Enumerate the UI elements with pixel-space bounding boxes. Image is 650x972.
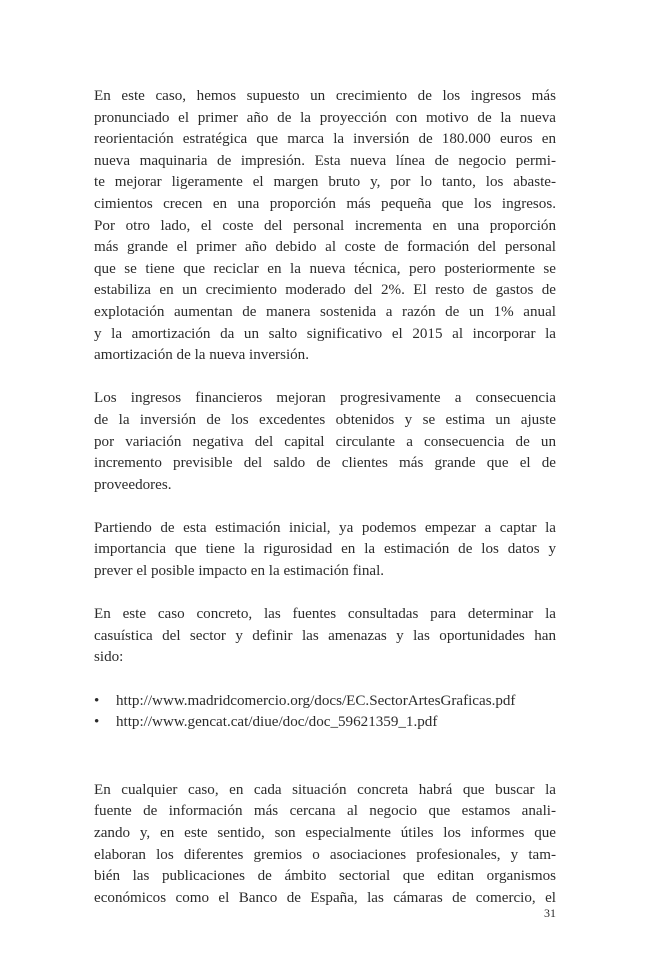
text-line: En este caso concreto, las fuentes consultadas para determinar la — [94, 606, 556, 623]
paragraph-spacer — [94, 496, 556, 518]
text-line: sido: — [94, 649, 124, 666]
paragraph-projection-assumptions — [94, 86, 556, 367]
text-line: En este caso, hemos supuesto un crecimiento de los ingresos más — [94, 88, 556, 104]
paragraph-financial-income — [94, 388, 556, 496]
text-line: fuente de información más cercana al negocio que estamos anali- — [94, 803, 556, 820]
text-line: cimientos crecen en una proporción más pequeña que los ingresos. — [94, 195, 556, 212]
bullet-icon: • — [94, 714, 100, 731]
paragraph-sources-intro — [94, 604, 556, 669]
paragraph-spacer — [94, 583, 556, 605]
text-line: En cualquier caso, en cada situación concreta habrá que buscar la — [94, 781, 556, 798]
text-line: incremento previsible del saldo de clientes más grande que el de — [94, 455, 556, 472]
text-line: económicos como el Banco de España, las cámaras de comercio, el — [94, 889, 556, 906]
text-line: importancia que tiene la rigurosidad en la estimación de los datos y — [94, 541, 556, 558]
text-line: estabiliza en un crecimiento moderado del 2%. El resto de gastos de — [94, 282, 556, 299]
text-line: Partiendo de esta estimación inicial, ya podemos empezar a captar la — [94, 519, 556, 536]
text-line: amortización de la nueva inversión. — [94, 347, 310, 364]
text-line: proveedores. — [94, 476, 172, 493]
page-number: 31 — [544, 906, 556, 920]
text-line: Por otro lado, el coste del personal incrementa en una proporción — [94, 217, 556, 234]
text-line: prever el posible impacto en la estimación final. — [94, 563, 385, 580]
bullet-icon: • — [94, 692, 100, 709]
paragraph-spacer — [94, 367, 556, 389]
text-line: zando y, en este sentido, son especialmente útiles los informes que — [94, 825, 556, 841]
page-body — [94, 86, 556, 909]
text-line: reorientación estratégica que marca la inversión de 180.000 euros en — [94, 131, 556, 148]
text-line: elaboran los diferentes gremios o asociaciones profesionales, y tam- — [94, 846, 556, 863]
text-line: bién las publicaciones de ámbito sectorial que editan organismos — [94, 868, 556, 885]
text-line: y la amortización da un salto significativo el 2015 al incorporar la — [94, 325, 556, 342]
text-line: Los ingresos financieros mejoran progresivamente a consecuencia — [94, 390, 556, 407]
sources-list — [94, 691, 556, 734]
source-link[interactable]: http://www.gencat.cat/diue/doc/doc_59621359_1.pdf — [116, 714, 438, 731]
text-line: explotación aumentan de manera sostenida a razón de un 1% anual — [94, 303, 556, 320]
paragraph-closing — [94, 780, 556, 910]
text-line: que se tiene que reciclar en la nueva técnica, pero posteriormente se — [94, 260, 556, 277]
text-line: casuística del sector y definir las amenazas y las oportunidades han — [94, 627, 556, 644]
text-line: más grande el primer año debido al coste de formación del personal — [94, 239, 556, 256]
text-line: nueva maquinaria de impresión. Esta nueva línea de negocio permi- — [94, 152, 556, 169]
text-line: te mejorar ligeramente el margen bruto y, por lo tanto, los abaste- — [94, 174, 556, 191]
paragraph-initial-estimation — [94, 518, 556, 583]
paragraph-spacer — [94, 669, 556, 691]
text-line: por variación negativa del capital circulante a consecuencia de un — [94, 433, 556, 450]
list-item — [94, 691, 556, 713]
section-spacer — [94, 734, 556, 780]
source-link[interactable]: http://www.madridcomercio.org/docs/EC.SectorArtesGraficas.pdf — [116, 692, 516, 709]
list-item — [94, 712, 556, 734]
text-line: de la inversión de los excedentes obtenidos y se estima un ajuste — [94, 411, 556, 428]
text-line: pronunciado el primer año de la proyección con motivo de la nueva — [94, 109, 556, 126]
